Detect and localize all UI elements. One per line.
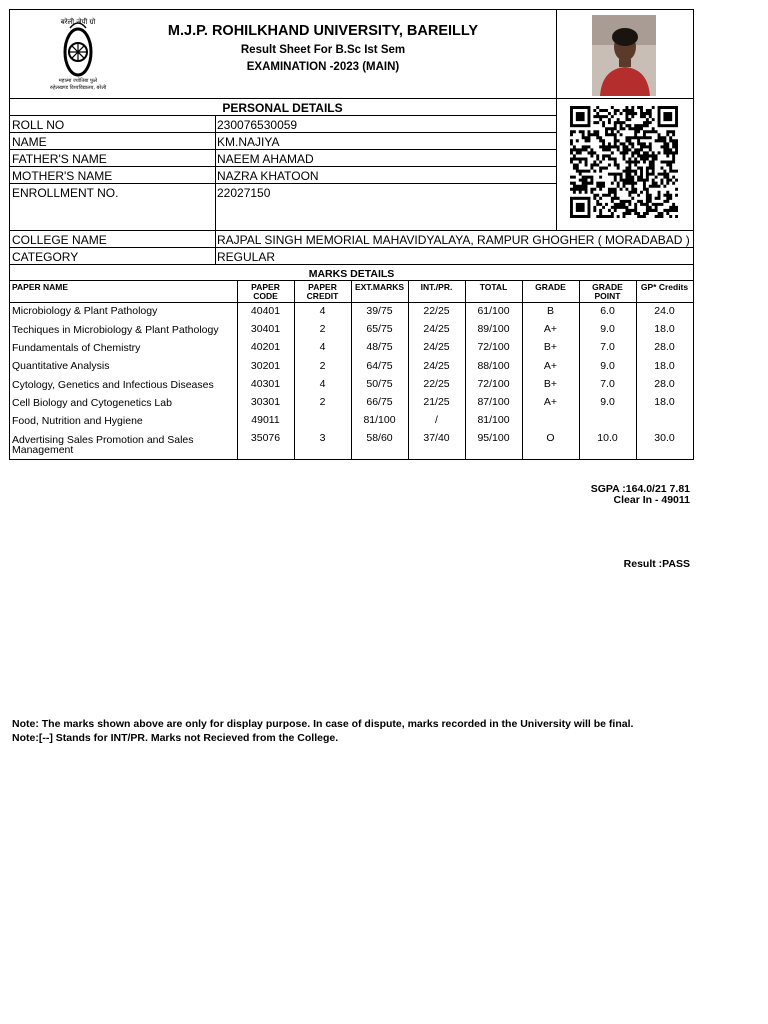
grade: A+: [543, 323, 558, 335]
enrollment-value: 22027150: [217, 186, 271, 200]
col-paper-credit-1: PAPER: [308, 282, 337, 292]
paper-credit: 3: [319, 432, 326, 444]
grade: B+: [543, 378, 558, 390]
int-marks: /: [435, 414, 438, 426]
category-value: REGULAR: [217, 250, 276, 264]
ext-marks: 64/75: [366, 360, 393, 372]
col-int-pr: INT./PR.: [420, 282, 453, 292]
ext-marks: 48/75: [366, 341, 393, 353]
paper-name: Quantitative Analysis: [12, 360, 110, 372]
paper-credit: 4: [319, 378, 326, 390]
paper-credit: 4: [319, 341, 326, 353]
logo-top-text: बरेली जेपी ग्रो: [60, 18, 96, 26]
total-marks: 81/100: [477, 414, 510, 426]
col-paper-code-2: CODE: [253, 291, 278, 301]
paper-name: Food, Nutrition and Hygiene: [12, 415, 143, 427]
paper-name: Fundamentals of Chemistry: [12, 342, 141, 354]
grade-point: 10.0: [597, 432, 618, 444]
col-grade: GRADE: [535, 282, 566, 292]
ext-marks: 66/75: [366, 396, 393, 408]
int-pr-note: Note:[--] Stands for INT/PR. Marks not Recieved from the College.: [12, 732, 339, 744]
category-label: CATEGORY: [12, 250, 79, 264]
int-marks: 37/40: [423, 432, 450, 444]
grade: A+: [543, 396, 558, 408]
university-logo: [40, 14, 116, 94]
gp-credits: 24.0: [654, 305, 675, 317]
paper-name: Techiques in Microbiology & Plant Pathology: [12, 324, 219, 336]
marks-details-title: MARKS DETAILS: [308, 268, 395, 280]
paper-name: Microbiology & Plant Pathology: [12, 305, 158, 317]
int-marks: 22/25: [423, 305, 450, 317]
roll-no-value: 230076530059: [217, 118, 298, 132]
paper-code: 30201: [250, 360, 281, 372]
qr-code: [570, 106, 678, 218]
name-label: NAME: [12, 135, 47, 149]
result-subtitle: Result Sheet For B.Sc Ist Sem: [240, 44, 406, 56]
roll-no-label: ROLL NO: [12, 118, 65, 132]
grade: O: [546, 432, 555, 444]
paper-name: Cytology, Genetics and Infectious Diseases: [12, 379, 214, 391]
grade-point: 7.0: [600, 341, 615, 353]
name-value: KM.NAJIYA: [217, 135, 280, 149]
mother-name-label: MOTHER'S NAME: [12, 169, 113, 183]
ext-marks: 65/75: [366, 323, 393, 335]
grade: B: [546, 305, 554, 317]
total-marks: 89/100: [477, 323, 510, 335]
gp-credits: 28.0: [654, 378, 675, 390]
paper-credit: 2: [319, 396, 326, 408]
paper-name: Cell Biology and Cytogenetics Lab: [12, 397, 172, 409]
paper-credit: 4: [319, 305, 326, 317]
total-marks: 72/100: [477, 341, 510, 353]
int-marks: 24/25: [423, 360, 450, 372]
col-paper-credit-2: CREDIT: [306, 291, 339, 301]
total-marks: 61/100: [477, 305, 510, 317]
ext-marks: 58/60: [366, 432, 393, 444]
sgpa-value: SGPA :164.0/21 7.81: [590, 483, 690, 495]
gp-credits: 30.0: [654, 432, 675, 444]
col-paper-code-1: PAPER: [251, 282, 280, 292]
college-name-label: COLLEGE NAME: [12, 233, 107, 247]
col-total: TOTAL: [479, 282, 508, 292]
gp-credits: 28.0: [654, 341, 675, 353]
examination-title: EXAMINATION -2023 (MAIN): [246, 61, 400, 73]
paper-code: 40301: [250, 378, 281, 390]
int-marks: 22/25: [423, 378, 450, 390]
logo-line2: रुहेलखण्ड विश्वविद्यालय, बरेली: [49, 85, 107, 91]
int-marks: 24/25: [423, 341, 450, 353]
display-note: Note: The marks shown above are only for display purpose. In case of dispute, marks recorded in the University will be final.: [12, 718, 634, 730]
paper-code: 49011: [251, 414, 280, 426]
college-name-value: RAJPAL SINGH MEMORIAL MAHAVIDYALAYA, RAMPUR GHOGHER ( MORADABAD ): [217, 233, 690, 247]
total-marks: 87/100: [477, 396, 510, 408]
clear-in-value: Clear In - 49011: [613, 494, 690, 506]
grade-point: 6.0: [600, 305, 615, 317]
total-marks: 72/100: [477, 378, 510, 390]
int-marks: 21/25: [423, 396, 450, 408]
ext-marks: 39/75: [366, 305, 393, 317]
paper-credit: 2: [319, 323, 326, 335]
result-status: Result :PASS: [623, 558, 690, 570]
grade-point: 7.0: [600, 378, 615, 390]
father-name-value: NAEEM AHAMAD: [217, 152, 314, 166]
paper-code: 30401: [250, 323, 281, 335]
paper-name: Advertising Sales Promotion and Sales Management: [12, 434, 194, 456]
paper-credit: 2: [319, 360, 326, 372]
personal-details-title: PERSONAL DETAILS: [222, 101, 343, 115]
int-marks: 24/25: [423, 323, 450, 335]
grade-point: 9.0: [600, 323, 615, 335]
grade-point: 9.0: [600, 360, 615, 372]
mother-name-value: NAZRA KHATOON: [217, 169, 319, 183]
gp-credits: 18.0: [654, 360, 675, 372]
paper-code: 35076: [250, 432, 281, 444]
logo-line1: महात्मा ज्योतिबा फुले: [58, 78, 98, 84]
paper-code: 40201: [250, 341, 281, 353]
col-grade-point-1: GRADE: [592, 282, 623, 292]
total-marks: 95/100: [477, 432, 510, 444]
total-marks: 88/100: [477, 360, 510, 372]
paper-code: 30301: [250, 396, 281, 408]
ext-marks: 81/100: [363, 414, 396, 426]
student-photo: [592, 15, 656, 96]
gp-credits: 18.0: [654, 396, 675, 408]
col-ext-marks: EXT.MARKS: [354, 282, 405, 292]
ext-marks: 50/75: [366, 378, 393, 390]
grade-point: 9.0: [600, 396, 615, 408]
grade: A+: [543, 360, 558, 372]
university-title: M.J.P. ROHILKHAND UNIVERSITY, BAREILLY: [167, 23, 479, 39]
gp-credits: 18.0: [654, 323, 675, 335]
grade: B+: [543, 341, 558, 353]
col-paper-name: PAPER NAME: [12, 282, 69, 292]
enrollment-label: ENROLLMENT NO.: [12, 186, 119, 200]
col-grade-point-2: POINT: [594, 291, 621, 301]
col-gp-credits: GP* Credits: [640, 282, 689, 292]
father-name-label: FATHER'S NAME: [12, 152, 107, 166]
paper-code: 40401: [250, 305, 281, 317]
